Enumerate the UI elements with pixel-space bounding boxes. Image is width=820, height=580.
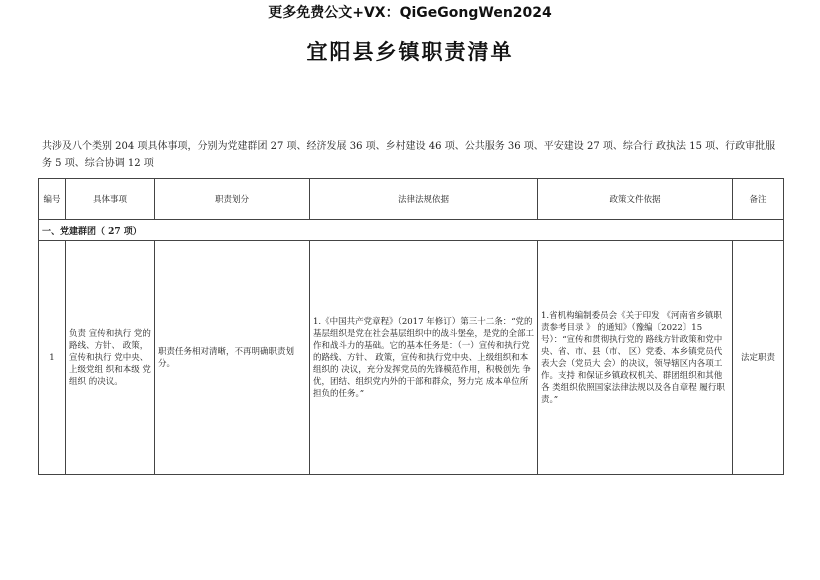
section-label: 一、党建群团（ 27 项）: [39, 220, 784, 241]
document-title: 宜阳县乡镇职责清单: [306, 39, 514, 64]
summary-paragraph: 共涉及八个类别 204 项具体事项，分别为党建群团 27 项、经济发展 36 项、乡村建设 46 项、公共服务 36 项、平安建设 27 项、综合行 政执法 15 项、行政审批服务 5 项、综合协调 12 项: [42, 141, 776, 169]
cell-law: 1.《中国共产党章程》（2017 年修订）第三十二条：“党的基层组织是党在社会基层组织中的战斗堡垒，是党的全部工作和战斗力的基础。它的基本任务是：（一）宣传和执行党的路线、方针、 政策，宣传和执行党中央、上级组织和本组织的 决议，充分发挥党员的先锋模范作用，积极创先 争优，团结、组织党内外的干部和群众，努力完 成本单位所担负的任务。”: [310, 241, 538, 475]
table-header-row: [39, 179, 784, 220]
duty-table: [38, 178, 784, 475]
section-row: [39, 220, 784, 241]
promo-banner: 更多免费公文+VX：QiGeGongWen2024: [268, 5, 552, 21]
cell-item: 负责 宣传和执行 党的路线、方针、 政策，宣传和执行 党中央、上级党组 织和本级 党组织 的决议。: [66, 241, 155, 475]
header-note: 备注: [733, 179, 784, 220]
header-policy: 政策文件依据: [538, 179, 733, 220]
cell-policy: 1.省机构编制委员会《关于印发 《河南省乡镇职责参考目录 》 的通知》（豫编〔2022〕15 号）：“宣传和贯彻执行党的 路线方针政策和党中央、省、市、县（市、 区）党委、本乡镇党员代表大会（党员大 会）的决议，领导辖区内各项工作。支持 和保证乡镇政权机关、群团组织和其他各 类组织依照国家法律法规以及各自章程 履行职责。”: [538, 241, 733, 475]
cell-division: 职责任务相对清晰，不再明确职责划分。: [155, 241, 310, 475]
header-division: 职责划分: [155, 179, 310, 220]
table-row: [39, 241, 784, 475]
cell-index: 1: [39, 241, 66, 475]
header-index: 编号: [39, 179, 66, 220]
header-item: 具体事项: [66, 179, 155, 220]
cell-note: 法定职责: [733, 241, 784, 475]
header-law: 法律法规依据: [310, 179, 538, 220]
